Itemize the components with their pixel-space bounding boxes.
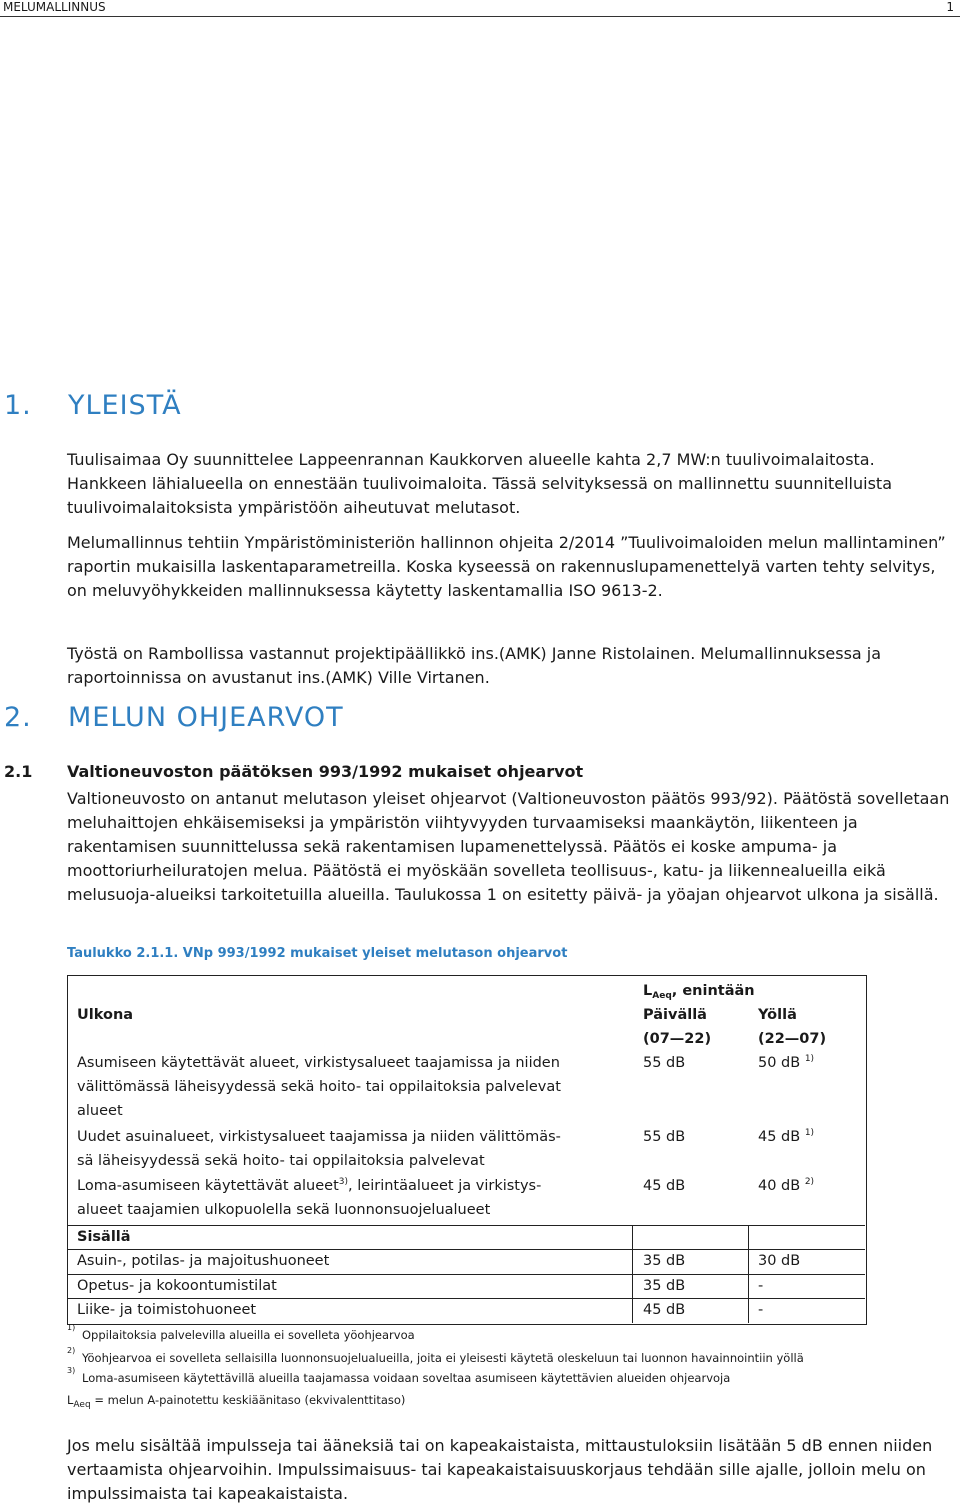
section-1-title: YLEISTÄ	[68, 390, 182, 421]
section-1-heading	[4, 390, 182, 421]
section-2-heading	[4, 702, 344, 733]
footnote-ref: 1)	[804, 1128, 815, 1138]
footnote-mark: 2)	[67, 1346, 76, 1355]
section-1-paragraph-3: Työstä on Rambollissa vastannut projektipäällikkö ins.(AMK) Janne Ristolainen. Melumallinnuksessa ja raportoinnissa on avustanut ins.(AMK) Ville Virtanen.	[67, 644, 882, 687]
day-hours: (07—22)	[643, 1031, 712, 1047]
subsection-number: 2.1	[4, 762, 33, 781]
laeq-header-rest: , enintään	[671, 983, 755, 999]
indoor-row-1-night: 30 dB	[758, 1253, 801, 1269]
laeq-header	[643, 979, 755, 1003]
outdoor-row-1-label	[77, 1051, 561, 1123]
indoor-row-3-label: Liike- ja toimistohuoneet	[77, 1302, 257, 1318]
footnote-mark: 3)	[67, 1366, 76, 1375]
subsection-2-1-heading	[4, 762, 583, 781]
night-hours: (22—07)	[758, 1031, 827, 1047]
day-header: Päivällä	[643, 1007, 707, 1023]
night-value: 50 dB	[758, 1055, 801, 1071]
sisalla-header: Sisällä	[77, 1229, 131, 1245]
table-rule	[632, 1225, 633, 1323]
laeq-subscript: Aeq	[652, 991, 672, 1001]
outdoor-row-2-day: 55 dB	[643, 1129, 686, 1145]
row-text: , leirintäalueet ja virkistys-	[348, 1178, 542, 1194]
outdoor-row-3-label	[77, 1174, 541, 1222]
row-text-line: alueet	[77, 1103, 123, 1119]
table-caption: Taulukko 2.1.1. VNp 993/1992 mukaiset yleiset melutason ohjearvot	[67, 946, 568, 961]
outdoor-row-1-day: 55 dB	[643, 1055, 686, 1071]
laeq-subscript: Aeq	[73, 1400, 91, 1410]
table-rule	[67, 1225, 865, 1226]
footnote-ref: 1)	[804, 1054, 815, 1064]
section-2-number: 2.	[4, 702, 32, 733]
laeq-definition-rest: = melun A-painotettu keskiäänitaso (ekvivalenttitaso)	[90, 1393, 406, 1407]
row-text: Loma-asumiseen käytettävät alueet	[77, 1178, 339, 1194]
table-rule	[748, 1225, 749, 1323]
laeq-symbol: L	[67, 1393, 74, 1407]
indoor-row-2-night: -	[758, 1278, 764, 1294]
row-text-line: alueet taajamien ulkopuolella sekä luonnonsuojelualueet	[77, 1202, 491, 1218]
footnote-text: Yöohjearvoa ei sovelleta sellaisilla luonnonsuojelualueilla, joita ei yleisesti käytetä oleskeluun tai luonnon havainnointiin yöllä	[82, 1351, 804, 1365]
page-header	[0, 0, 960, 14]
indoor-row-1-label: Asuin-, potilas- ja majoitushuoneet	[77, 1253, 330, 1269]
row-text-line: Asumiseen käytettävät alueet, virkistysalueet taajamissa ja niiden	[77, 1055, 560, 1071]
row-text-line: välittömässä läheisyydessä sekä hoito- tai oppilaitoksia palvelevat	[77, 1079, 561, 1095]
ulkona-header: Ulkona	[77, 1007, 134, 1023]
final-paragraph: Jos melu sisältää impulsseja tai ääneksiä tai on kapeakaistaista, mittaustuloksiin lisätään 5 dB ennen niiden vertaamista ohjearvoihin. Impulssimaisuus- tai kapeakaistaisuuskorjaus tehdään sille ajalle, jolloin melu on impulssimaista tai kapeakaistaista.	[67, 1436, 933, 1503]
night-header: Yöllä	[758, 1007, 797, 1023]
outdoor-row-3-night	[758, 1174, 814, 1198]
footnote-mark: 1)	[67, 1323, 76, 1332]
indoor-row-2-label: Opetus- ja kokoontumistilat	[77, 1278, 277, 1294]
footnote-text: Oppilaitoksia palvelevilla alueilla ei sovelleta yöohjearvoa	[82, 1328, 415, 1342]
night-value: 40 dB	[758, 1178, 801, 1194]
laeq-symbol: L	[643, 983, 653, 999]
row-text-line: sä läheisyydessä sekä hoito- tai oppilaitoksia palvelevat	[77, 1153, 485, 1169]
row-text-line	[77, 1174, 541, 1198]
section-1-number: 1.	[4, 390, 32, 421]
footnote-ref: 3)	[338, 1177, 349, 1187]
laeq-definition-text	[67, 1393, 406, 1410]
indoor-row-3-day: 45 dB	[643, 1302, 686, 1318]
indoor-row-1-day: 35 dB	[643, 1253, 686, 1269]
section-1-paragraph-2: Melumallinnus tehtiin Ympäristöministeriön hallinnon ohjeita 2/2014 ”Tuulivoimaloiden melun mallintaminen” raportin mukaisilla laskentaparametreilla. Koska kyseessä on rakennuslupamenettelyä varten tehty selvitys, on meluvyöhykkeiden mallinnuksessa käytetty laskentamallia ISO 9613-2.	[67, 533, 946, 600]
outdoor-row-2-night	[758, 1125, 814, 1149]
outdoor-row-3-day: 45 dB	[643, 1178, 686, 1194]
section-1-paragraph-1: Tuulisaimaa Oy suunnittelee Lappeenrannan Kaukkorven alueelle kahta 2,7 MW:n tuulivoimalaitosta. Hankkeen lähialueella on ennestään tuulivoimaloita. Tässä selvityksessä on mallinnettu suunnitelluista tuulivoimalaitoksista ympäristöön aiheutuvat melutasot.	[67, 450, 892, 517]
indoor-row-3-night: -	[758, 1302, 764, 1318]
footnote-ref: 2)	[804, 1177, 815, 1187]
subsection-title: Valtioneuvoston päätöksen 993/1992 mukaiset ohjearvot	[67, 762, 584, 781]
page-number: 1	[946, 0, 954, 14]
footnote-text: Loma-asumiseen käytettävillä alueilla taajamassa voidaan soveltaa asumiseen käytettävien alueiden ohjearvoja	[82, 1371, 731, 1385]
section-2-paragraph: Valtioneuvosto on antanut melutason yleiset ohjearvot (Valtioneuvoston päätös 993/92). Päätöstä sovelletaan meluhaittojen ehkäisemiseksi ja ympäristön viihtyvyyden turvaamiseksi maankäytön, liikenteen ja rakentamisen suunnittelussa sekä rakentamisen lupamenettelyssä. Päätös ei koske ampuma- ja moottoriurheiluratojen melua. Päätöstä ei myöskään sovelleta teollisuus-, katu- ja liikennealueilla eikä melusuoja-alueiksi tarkoitetuilla alueilla. Taulukossa 1 on esitetty päivä- ja yöajan ohjearvot ulkona ja sisällä.	[67, 789, 950, 904]
section-2-title: MELUN OHJEARVOT	[68, 702, 344, 733]
outdoor-row-2-label	[77, 1125, 561, 1173]
noise-guideline-table	[67, 975, 866, 1324]
row-text-line: Uudet asuinalueet, virkistysalueet taajamissa ja niiden välittömäs-	[77, 1129, 561, 1145]
night-value: 45 dB	[758, 1129, 801, 1145]
header-rule	[0, 16, 960, 17]
laeq-definition	[67, 1393, 406, 1410]
header-title: MELUMALLINNUS	[3, 0, 106, 14]
indoor-row-2-day: 35 dB	[643, 1278, 686, 1294]
outdoor-row-1-night	[758, 1051, 814, 1075]
